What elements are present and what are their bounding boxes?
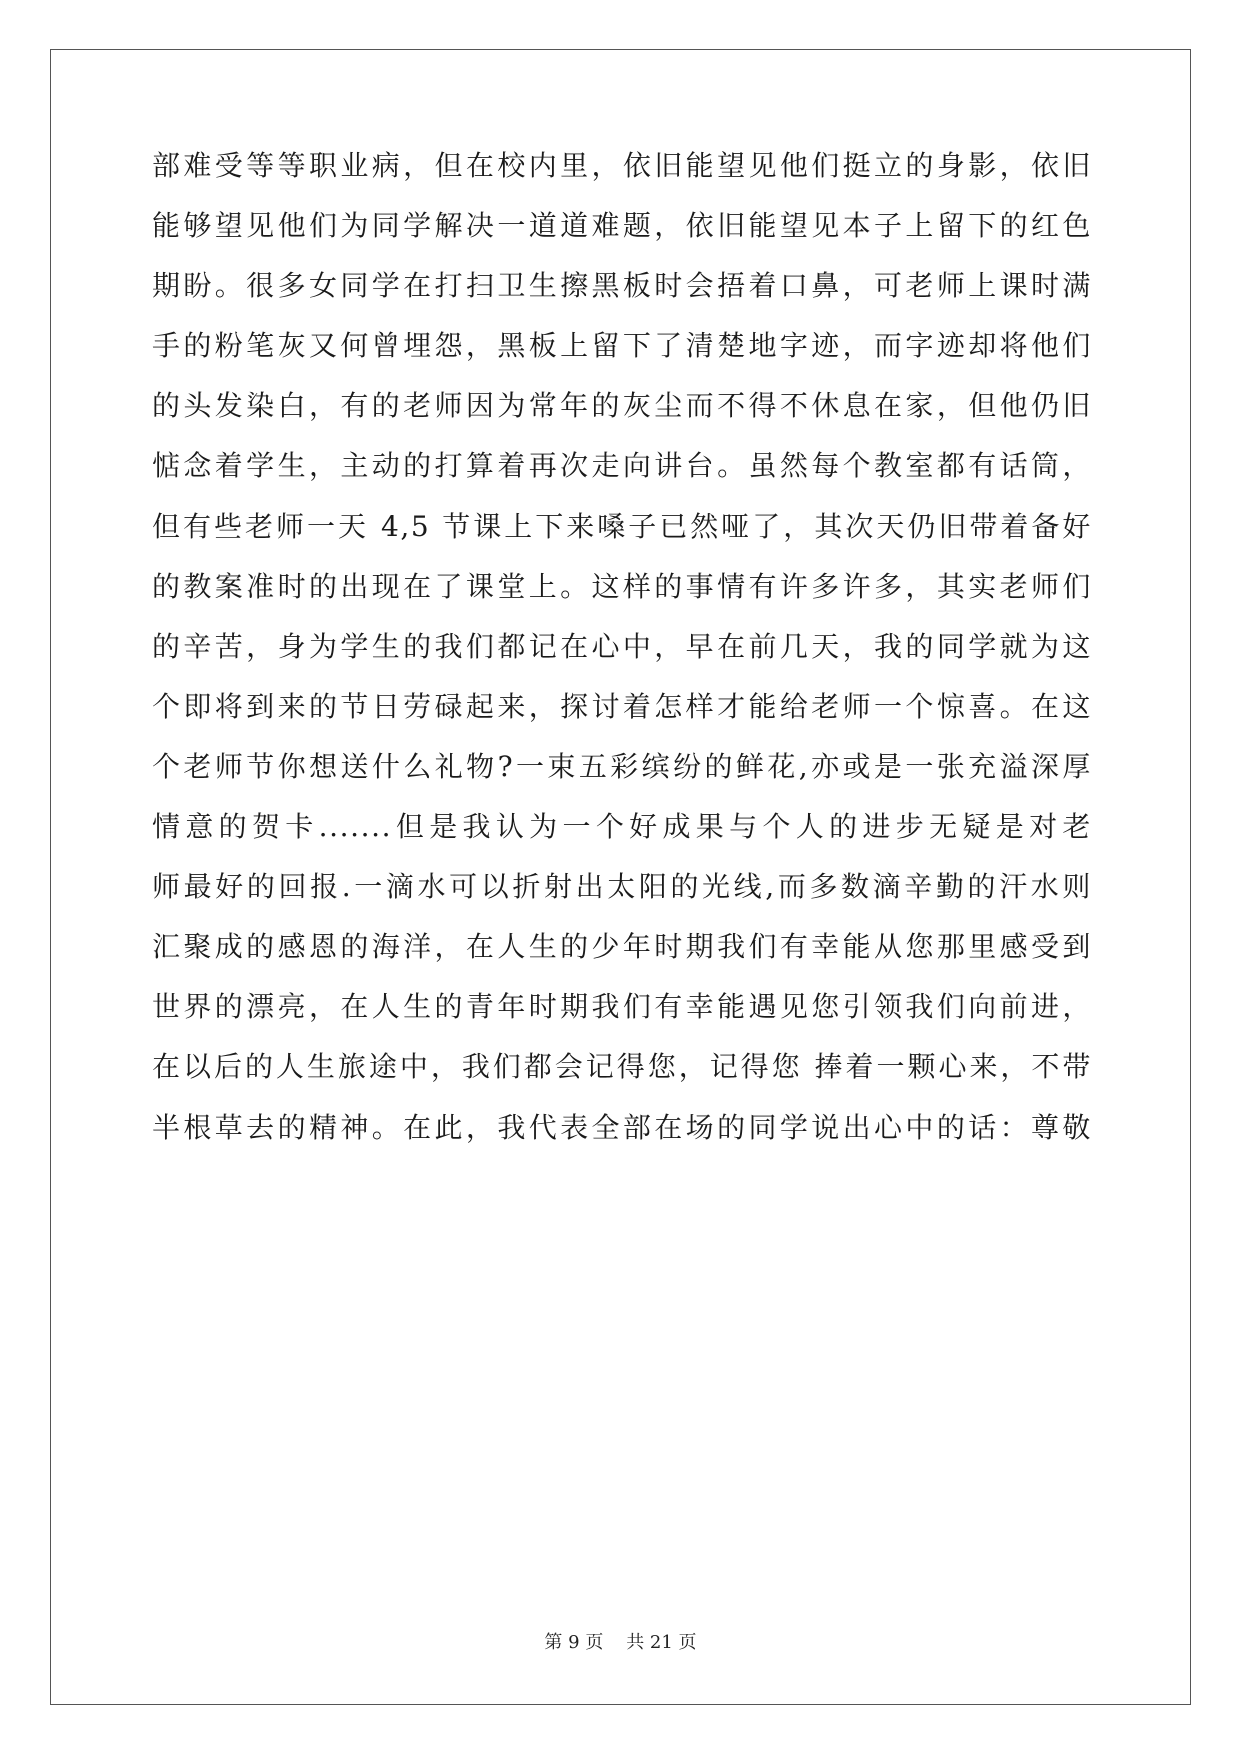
body-line: 的辛苦，身为学生的我们都记在心中，早在前几天，我的同学就为这 — [152, 629, 1092, 663]
body-line: 部难受等等职业病，但在校内里，依旧能望见他们挺立的身影，依旧 — [152, 149, 1092, 182]
body-line: 在以后的人生旅途中，我们都会记得您，记得您 捧着一颗心来，不带 — [152, 1050, 1092, 1084]
body-line: 个即将到来的节日劳碌起来，探讨着怎样才能给老师一个惊喜。在这 — [152, 689, 1092, 723]
body-line: 但有些老师一天 4,5 节课上下来嗓子已然哑了，其次天仍旧带着备好 — [152, 509, 1092, 543]
body-line: 惦念着学生，主动的打算着再次走向讲台。虽然每个教室都有话筒， — [152, 449, 1092, 483]
body-line: 汇聚成的感恩的海洋，在人生的少年时期我们有幸能从您那里感受到 — [152, 930, 1092, 964]
body-line: 能够望见他们为同学解决一道道难题，依旧能望见本子上留下的红色 — [152, 209, 1092, 243]
body-line: 个老师节你想送什么礼物?一束五彩缤纷的鲜花,亦或是一张充溢深厚 — [152, 749, 1092, 783]
body-line: 的教案准时的出现在了课堂上。这样的事情有许多许多，其实老师们 — [152, 569, 1092, 603]
body-line: 情意的贺卡.......但是我认为一个好成果与个人的进步无疑是对老 — [152, 810, 1092, 844]
document-body — [152, 149, 1092, 1180]
body-line: 师最好的回报.一滴水可以折射出太阳的光线,而多数滴辛勤的汗水则 — [152, 870, 1092, 904]
body-line: 世界的漂亮，在人生的青年时期我们有幸能遇见您引领我们向前进， — [152, 990, 1092, 1024]
body-line: 的头发染白，有的老师因为常年的灰尘而不得不休息在家，但他仍旧 — [152, 389, 1092, 423]
body-line: 期盼。很多女同学在打扫卫生擦黑板时会捂着口鼻，可老师上课时满 — [152, 269, 1092, 303]
body-line: 半根草去的精神。在此，我代表全部在场的同学说出心中的话：尊敬 — [152, 1110, 1092, 1144]
body-line: 手的粉笔灰又何曾埋怨，黑板上留下了清楚地字迹，而字迹却将他们 — [152, 329, 1092, 363]
page-number: 第 9 页 共 21 页 — [544, 1632, 697, 1653]
